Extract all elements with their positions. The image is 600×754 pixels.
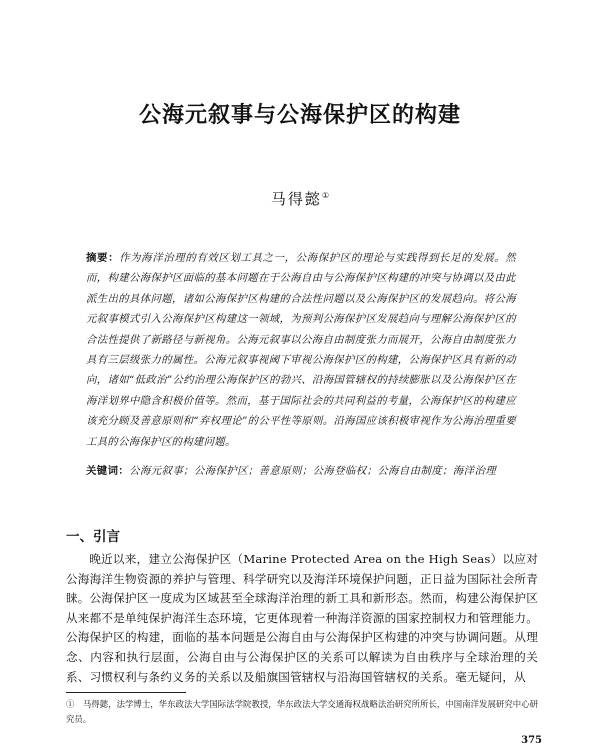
footnote: ① 马得懿，法学博士，华东政法大学国际法学院教授，华东政法大学交通海权战略法治研究所所长，中国南洋发展研究中心研究员。 xyxy=(66,699,538,724)
page-number: 375 xyxy=(521,735,542,746)
author-footnote-marker[interactable]: ① xyxy=(321,191,330,200)
author-name: 马得懿 xyxy=(270,190,322,208)
body-paragraph: 晚近以来，建立公海保护区（Marine Protected Area on the High Seas）以应对公海海洋生物资源的养护与管理、科学研究以及海洋环境保护问题，正日益为国际社会所青睐。公海保护区一度成为区域甚至全球海洋治理的新工具和新形态。然而，构建公海保护区从来都不是单纯保护海洋生态环境，它更体现着一种海洋资源的国家控制权力和管理能力。公海保护区的构建，面临的基本问题是公海自由与公海保护区构建的冲突与协调问题。从理念、内容和执行层面，公海自由与公海保护区的关系可以解读为自由秩序与全球治理的关系、习惯权利与条约义务的关系以及船旗国管辖权与沿海国管辖权的关系。毫无疑问，从 xyxy=(66,552,538,684)
keywords-label: 关键词： xyxy=(86,465,130,477)
article-title: 公海元叙事与公海保护区的构建 xyxy=(138,103,461,128)
keywords-block xyxy=(86,462,516,481)
footnote-divider xyxy=(66,692,186,693)
abstract-block xyxy=(86,248,516,452)
author-line xyxy=(0,188,600,209)
keywords-text: 公海元叙事；公海保护区；善意原则；公海登临权；公海自由制度；海洋治理 xyxy=(129,465,497,477)
abstract-text: 作为海洋治理的有效区划工具之一，公海保护区的理论与实践得到长足的发展。然而，构建公海保护区面临的基本问题在于公海自由与公海保护区构建的冲突与协调以及由此派生出的具体问题，诸如公海保护区构建的合法性问题以及公海保护区的发展趋向。将公海元叙事模式引入公海保护区构建这一领域，为预判公海保护区发展趋向与理解公海保护区的合法性提供了新路径与新视角。公海元叙事以公海自由制度张力而展开，公海自由制度张力具有三层级张力的属性。公海元叙事视阈下审视公海保护区的构建，公海保护区具有新的动向，诸如“低政治”公约治理公海保护区的勃兴、沿海国管辖权的持续膨胀以及公海保护区在海洋划界中隐含积极价值等。然而，基于国际社会的共同利益的考量，公海保护区的构建应该充分顾及善意原则和“弃权理论”的公平性等原则。沿海国应该积极审视作为公海治理重要工具的公海保护区的构建问题。 xyxy=(86,252,516,448)
abstract-label: 摘要： xyxy=(86,252,120,264)
section-heading: 一、引言 xyxy=(66,529,120,545)
